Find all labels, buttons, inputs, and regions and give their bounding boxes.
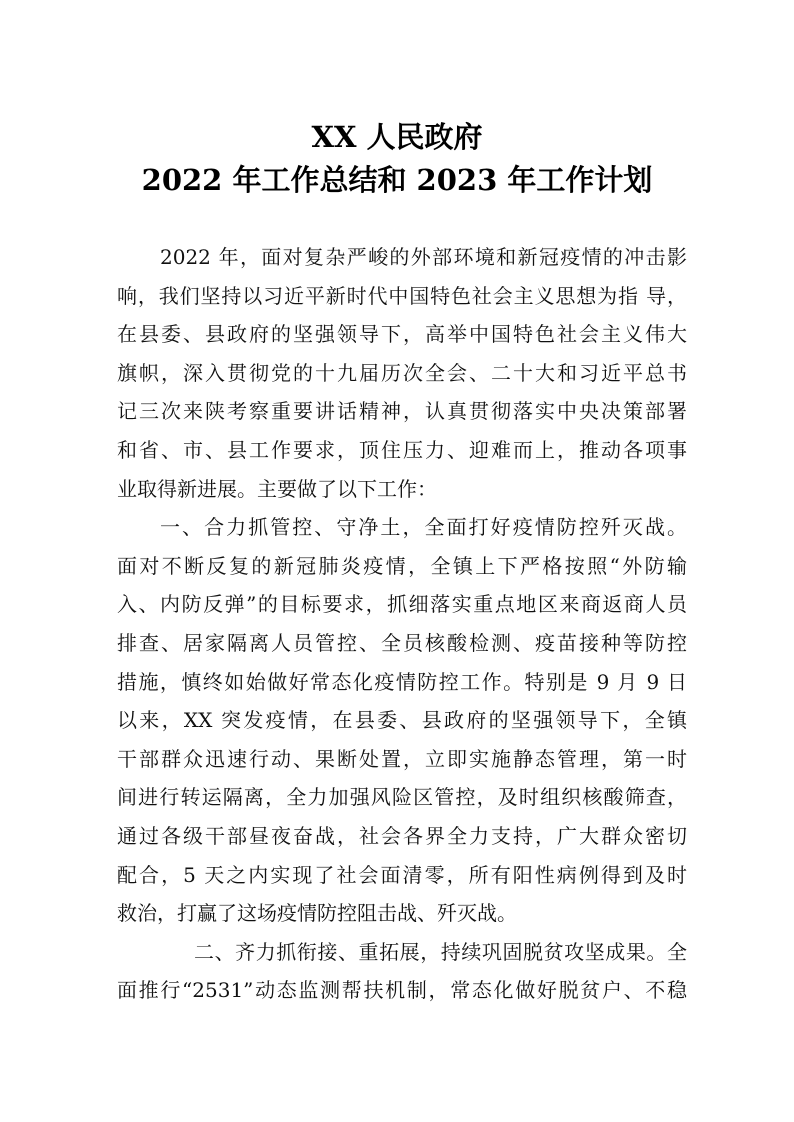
- body-line: 救治，打赢了这场疫情防控阻击战、歼灭战。: [117, 901, 517, 926]
- body-line: 面对不断反复的新冠肺炎疫情，全镇上下严格按照“外防输: [117, 553, 687, 578]
- body-line: 在县委、县政府的坚强领导下，高举中国特色社会主义伟大: [117, 322, 687, 347]
- body-line: 业取得新进展。主要做了以下工作：: [117, 476, 437, 501]
- body-line: 记三次来陕考察重要讲话精神，认真贯彻落实中央决策部署: [117, 399, 687, 424]
- body-line: 以来，XX 突发疫情，在县委、县政府的坚强领导下，全镇: [117, 708, 687, 733]
- body-line: 响，我们坚持以习近平新时代中国特色社会主义思想为指 导，: [117, 283, 687, 308]
- body-line: 配合，5 天之内实现了社会面清零，所有阳性病例得到及时: [117, 862, 687, 887]
- document-title-line2: 2022 年工作总结和 2023 年工作计划: [141, 163, 653, 197]
- document-body: [117, 238, 687, 1010]
- body-line: 旗帜，深入贯彻党的十九届历次全会、二十大和习近平总书: [117, 360, 687, 385]
- document-title-line1: XX 人民政府: [311, 120, 483, 154]
- body-line: 间进行转运隔离，全力加强风险区管控，及时组织核酸筛查，: [117, 785, 687, 810]
- body-line: 和省、市、县工作要求，顶住压力、迎难而上，推动各项事: [117, 437, 687, 462]
- body-line: 干部群众迅速行动、果断处置，立即实施静态管理，第一时: [117, 746, 687, 771]
- section-heading-line: 一、合力抓管控、守净土，全面打好疫情防控歼灭战。: [160, 515, 687, 540]
- section-heading-line: 二、齐力抓衔接、重拓展，持续巩固脱贫攻坚成果。全: [194, 939, 687, 964]
- body-line: 2022 年，面对复杂严峻的外部环境和新冠疫情的冲击影: [160, 245, 687, 269]
- body-line: 通过各级干部昼夜奋战，社会各界全力支持，广大群众密切: [117, 823, 687, 848]
- body-line: 面推行“2531”动态监测帮扶机制，常态化做好脱贫户、不稳: [117, 978, 687, 1003]
- body-line: 措施，慎终如始做好常态化疫情防控工作。特别是 9 月 9 日: [117, 669, 687, 694]
- body-line: 排查、居家隔离人员管控、全员核酸检测、疫苗接种等防控: [117, 630, 687, 655]
- body-line: 入、内防反弹”的目标要求，抓细落实重点地区来商返商人员: [117, 592, 687, 617]
